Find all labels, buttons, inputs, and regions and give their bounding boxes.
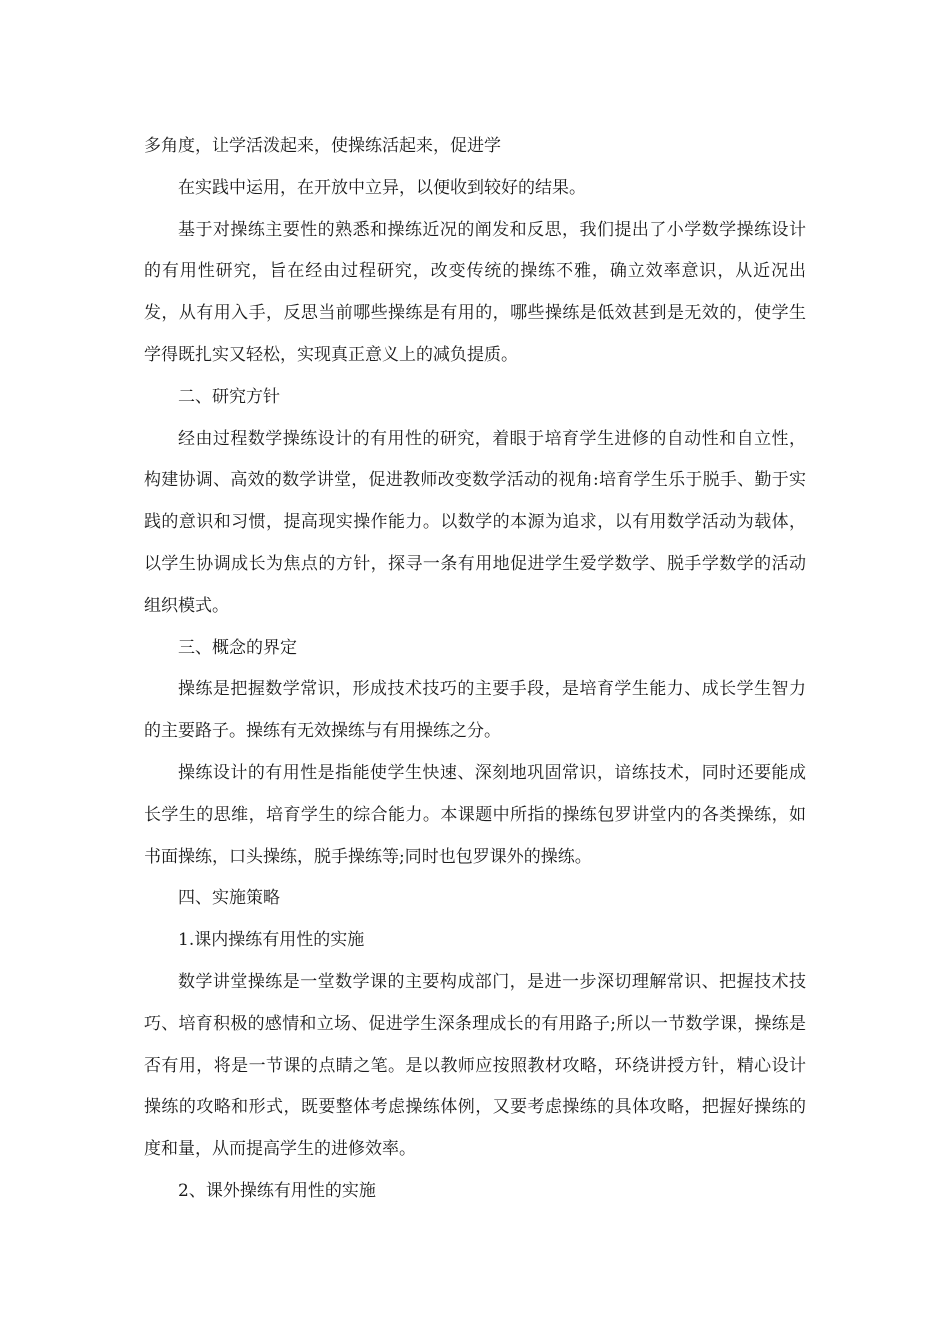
section-heading-4: 四、实施策略 [178,888,280,909]
subsection-heading-1: 1.课内操练有用性的实施 [178,930,365,951]
section-heading-3: 三、概念的界定 [178,637,297,658]
paragraph-1: 多角度，让学活泼起来，使操练活起来，促进学 [144,136,501,156]
document-body [144,126,806,1213]
paragraph-5: 操练是把握数学常识，形成技术技巧的主要手段，是培育学生能力、成长学生智力的主要路子。操练有无效操练与有用操练之分。 [144,679,806,742]
paragraph-6: 操练设计的有用性是指能使学生快速、深刻地巩固常识，谙练技术，同时还要能成长学生的思维，培育学生的综合能力。本课题中所指的操练包罗讲堂内的各类操练，如书面操练，口头操练，脱手操练等;同时也包罗课外的操练。 [144,762,806,867]
paragraph-2: 在实践中运用，在开放中立异，以便收到较好的结果。 [178,177,586,198]
paragraph-3: 基于对操练主要性的熟悉和操练近况的阐发和反思，我们提出了小学数学操练设计的有用性研究，旨在经由过程研究，改变传统的操练不雅，确立效率意识，从近况出发，从有用入手，反思当前哪些操练是有用的，哪些操练是低效甚到是无效的，使学生学得既扎实又轻松，实现真正意义上的减负提质。 [144,219,806,365]
paragraph-4: 经由过程数学操练设计的有用性的研究，着眼于培育学生进修的自动性和自立性，构建协调、高效的数学讲堂，促进教师改变数学活动的视角:培育学生乐于脱手、勤于实践的意识和习惯，提高现实操作能力。以数学的本源为追求，以有用数学活动为载体，以学生协调成长为焦点的方针，探寻一条有用地促进学生爱学数学、脱手学数学的活动组织模式。 [144,428,806,616]
subsection-heading-2: 2、课外操练有用性的实施 [178,1180,376,1201]
paragraph-7: 数学讲堂操练是一堂数学课的主要构成部门，是进一步深切理解常识、把握技术技巧、培育积极的感情和立场、促进学生深条理成长的有用路子;所以一节数学课，操练是否有用，将是一节课的点睛之笔。是以教师应按照教材攻略，环绕讲授方针，精心设计操练的攻略和形式，既要整体考虑操练体例，又要考虑操练的具体攻略，把握好操练的度和量，从而提高学生的进修效率。 [144,971,806,1160]
section-heading-2: 二、研究方针 [178,386,280,407]
